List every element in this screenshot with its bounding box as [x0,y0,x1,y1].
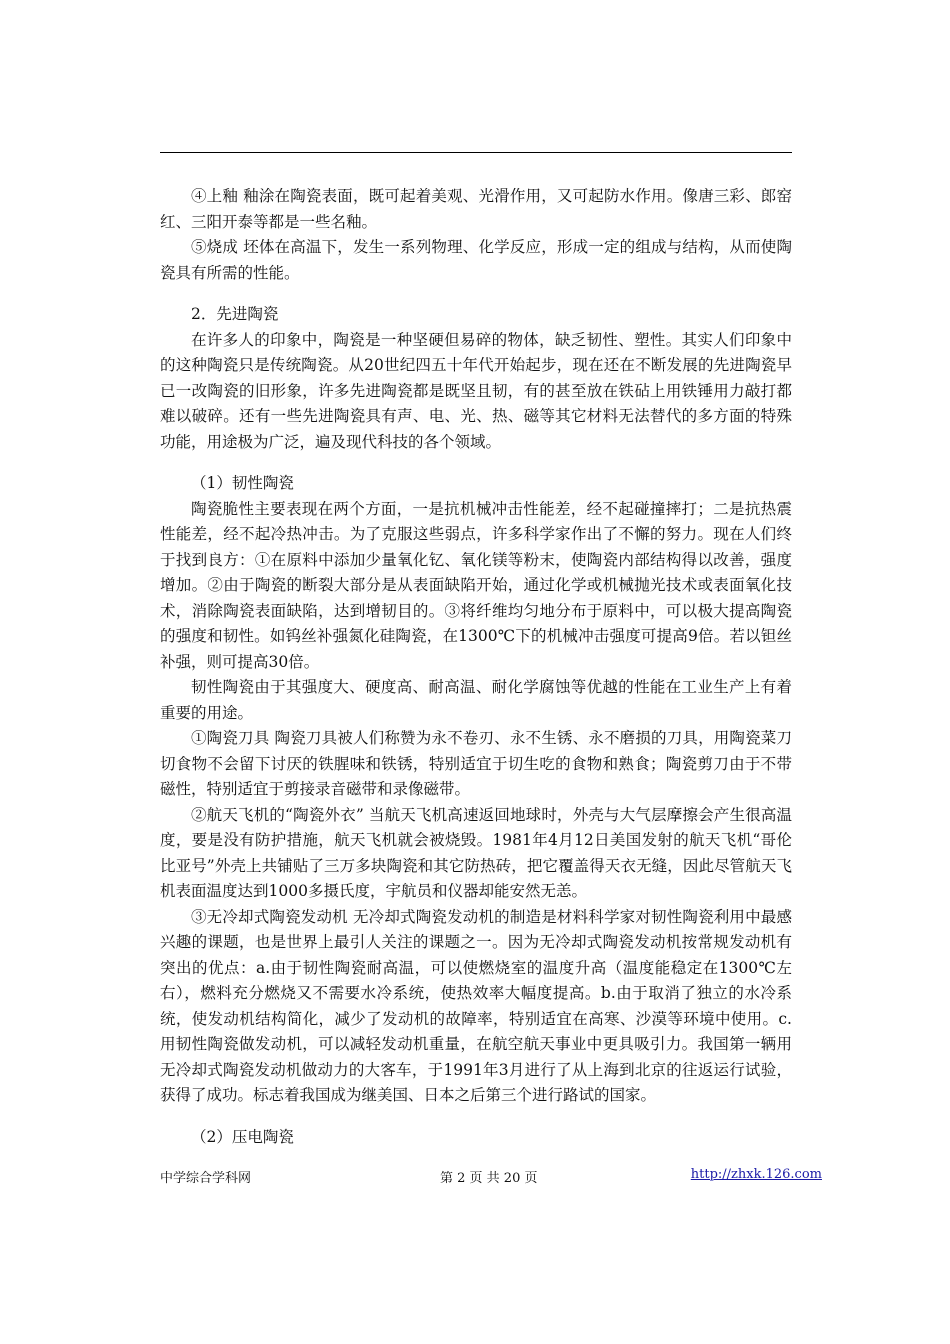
paragraph-space-shuttle: ②航天飞机的“陶瓷外衣” 当航天飞机高速返回地球时，外壳与大气层摩擦会产生很高温度，要是没有防护措施，航天飞机就会被烧毁。1981年4月12日美国发射的航天飞机“哥伦比亚号”外壳上共铺贴了三万多块陶瓷和其它防热砖，把它覆盖得天衣无缝，因此尽管航天飞机表面温度达到1000多摄氏度，宇航员和仪器却能安然无恙。 [160,805,792,900]
paragraph-advanced-ceramics-intro: 在许多人的印象中，陶瓷是一种坚硬但易碎的物体，缺乏韧性、塑性。其实人们印象中的这种陶瓷只是传统陶瓷。从20世纪四五十年代开始起步，现在还在不断发展的先进陶瓷早已一改陶瓷的旧形象，许多先进陶瓷都是既坚且韧，有的甚至放在铁砧上用铁锤用力敲打都难以破碎。还有一些先进陶瓷具有声、电、光、热、磁等其它材料无法替代的多方面的特殊功能，用途极为广泛，遍及现代科技的各个领域。 [160,330,792,451]
paragraph-glazing: ④上釉 釉涂在陶瓷表面，既可起着美观、光滑作用，又可起防水作用。像唐三彩、郎窑红、三阳开泰等都是一些名釉。 [160,187,792,231]
document-body [160,184,792,1150]
paragraph-ceramic-knives: ①陶瓷刀具 陶瓷刀具被人们称赞为永不卷刃、永不生锈、永不磨损的刀具，用陶瓷菜刀切食物不会留下讨厌的铁腥味和铁锈，特别适宜于切生吃的食物和熟食；陶瓷剪刀由于不带磁性，特别适宜于剪接录音磁带和录像磁带。 [160,729,792,798]
footer-site-name: 中学综合学科网 [160,1171,252,1186]
paragraph-firing: ⑤烧成 坯体在高温下，发生一系列物理、化学反应，形成一定的组成与结构，从而使陶瓷具有所需的性能。 [160,238,792,282]
section-heading-advanced-ceramics: 2．先进陶瓷 [191,305,279,323]
page-footer [160,1167,822,1189]
footer-url-link[interactable]: http://zhxk.126.com [690,1167,822,1182]
paragraph-brittleness: 陶瓷脆性主要表现在两个方面，一是抗机械冲击性能差，经不起碰撞摔打；二是抗热震性能差，经不起冷热冲击。为了克服这些弱点，许多科学家作出了不懈的努力。现在人们终于找到良方：①在原料中添加少量氧化钇、氧化镁等粉末，使陶瓷内部结构得以改善，强度增加。②由于陶瓷的断裂大部分是从表面缺陷开始，通过化学或机械抛光技术或表面氧化技术，消除陶瓷表面缺陷，达到增韧目的。③将纤维均匀地分布于原料中，可以极大提高陶瓷的强度和韧性。如钨丝补强氮化硅陶瓷，在1300℃下的机械冲击强度可提高9倍。若以钽丝补强，则可提高30倍。 [160,499,792,671]
paragraph-tough-ceramics-uses: 韧性陶瓷由于其强度大、硬度高、耐高温、耐化学腐蚀等优越的性能在工业生产上有着重要的用途。 [160,678,792,722]
header-rule [160,152,792,153]
subsection-heading-tough-ceramics: （1）韧性陶瓷 [191,474,294,492]
footer-page-number: 第 2 页 共 20 页 [440,1171,538,1186]
paragraph-ceramic-engine: ③无冷却式陶瓷发动机 无冷却式陶瓷发动机的制造是材料科学家对韧性陶瓷利用中最感兴趣的课题，也是世界上最引人关注的课题之一。因为无冷却式陶瓷发动机按常规发动机有突出的优点：a.由于韧性陶瓷耐高温，可以使燃烧室的温度升高（温度能稳定在1300℃左右），燃料充分燃烧又不需要水冷系统，使热效率大幅度提高。b.由于取消了独立的水冷系统，使发动机结构简化，减少了发动机的故障率，特别适宜在高寒、沙漠等环境中使用。c.用韧性陶瓷做发动机，可以减轻发动机重量，在航空航天事业中更具吸引力。我国第一辆用无冷却式陶瓷发动机做动力的大客车，于1991年3月进行了从上海到北京的往返运行试验，获得了成功。标志着我国成为继美国、日本之后第三个进行路试的国家。 [160,907,792,1104]
subsection-heading-piezo-ceramics: （2）压电陶瓷 [191,1127,294,1146]
